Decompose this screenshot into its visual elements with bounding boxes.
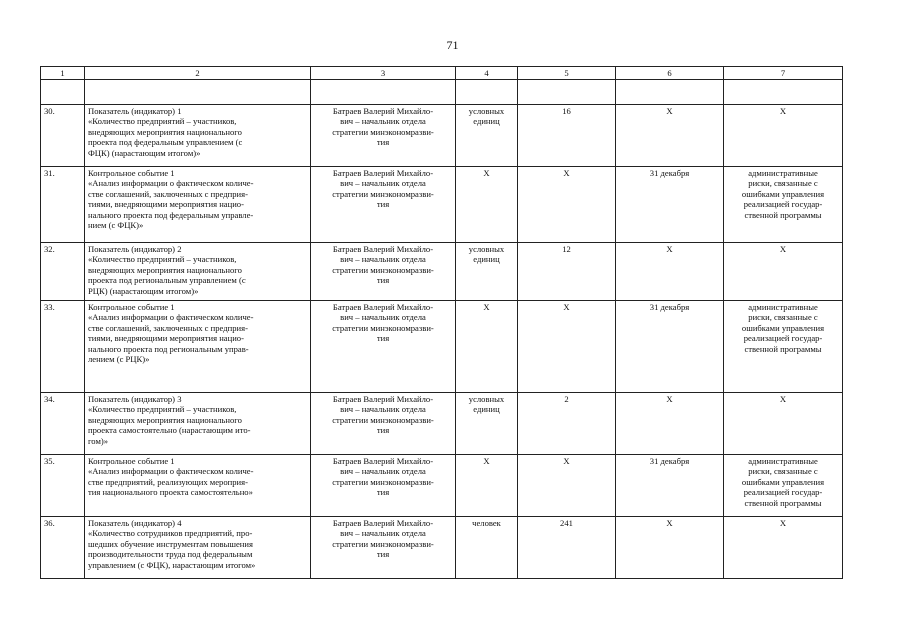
cell-line: проекта самостоятельно (нарастающим ито- — [88, 425, 251, 436]
cell-line: вич – начальник отдела — [340, 254, 426, 265]
cell-line: единиц — [473, 404, 500, 415]
cell-line: внедряющих мероприятия национального — [88, 264, 242, 275]
value-cell: Х — [518, 301, 616, 393]
cell-line: Показатель (индикатор) 4 — [88, 518, 182, 528]
cell-line: стве предприятий, реализующих мероприя- — [88, 476, 248, 487]
cell-line: вич – начальник отдела — [340, 404, 426, 415]
cell-line: человек — [472, 518, 501, 528]
cell-line: Х — [779, 106, 787, 116]
cell-line: риски, связанные с — [748, 178, 818, 189]
cell-line: Показатель (индикатор) 2 — [88, 244, 182, 254]
cell-line: административные — [748, 168, 818, 178]
cell-line: административные — [748, 302, 818, 312]
table-row — [41, 517, 843, 579]
column-header: 5 — [518, 67, 616, 80]
cell-line: стратегии минэкономразви- — [332, 476, 434, 487]
unit-cell — [456, 393, 518, 455]
table-row — [41, 455, 843, 517]
cell-line: тия — [376, 549, 390, 560]
value-cell: 16 — [518, 105, 616, 167]
column-header: 4 — [456, 67, 518, 80]
cell-line: Контрольное событие 1 — [88, 302, 175, 312]
cell-line: тия национального проекта самостоятельно» — [88, 487, 253, 498]
value-cell: 241 — [518, 517, 616, 579]
date-cell: Х — [616, 243, 724, 301]
cell-line: тия — [376, 275, 390, 286]
cell-line: реализацией государ- — [743, 487, 823, 498]
value-cell: 12 — [518, 243, 616, 301]
cell-line: управлением (с ФЦК), нарастающим итогом» — [88, 559, 256, 570]
cell-line: реализацией государ- — [743, 199, 823, 210]
cell-line: Батраев Валерий Михайло- — [332, 456, 434, 466]
cell-line: проекта под федеральным управлением (с — [88, 137, 243, 148]
cell-line: условных — [468, 394, 505, 404]
cell-line: стратегии минэкономразви- — [332, 414, 434, 425]
cell-line: административные — [748, 456, 818, 466]
cell-line: «Количество предприятий – участников, — [88, 404, 237, 415]
row-number-cell: 36. — [41, 517, 85, 579]
cell-line: вич – начальник отдела — [340, 528, 426, 539]
cell-line: внедряющих мероприятия национального — [88, 126, 242, 137]
column-header: 7 — [724, 67, 843, 80]
cell-line: вич – начальник отдела — [340, 312, 426, 323]
risk-cell — [724, 455, 843, 517]
responsible-cell — [311, 105, 456, 167]
cell-line: ошибками управления — [741, 188, 825, 199]
description-cell — [85, 301, 311, 393]
description-cell — [85, 105, 311, 167]
table-row — [41, 105, 843, 167]
date-cell: Х — [616, 517, 724, 579]
cell-line: шедших обучение инструментам повышения — [88, 538, 253, 549]
date-cell: 31 декабря — [616, 301, 724, 393]
value-cell: Х — [518, 167, 616, 243]
cell-line: риски, связанные с — [748, 466, 818, 477]
table-row — [41, 393, 843, 455]
date-cell: 31 декабря — [616, 455, 724, 517]
cell-line: ственной программы — [744, 209, 822, 220]
cell-line: Х — [483, 302, 490, 312]
cell-line: Батраев Валерий Михайло- — [332, 168, 434, 178]
row-number-cell: 31. — [41, 167, 85, 243]
risk-cell — [724, 167, 843, 243]
cell-line: «Анализ информации о фактическом количе- — [88, 312, 254, 323]
responsible-cell — [311, 393, 456, 455]
table-row — [41, 167, 843, 243]
cell-line: вич – начальник отдела — [340, 178, 426, 189]
unit-cell — [456, 105, 518, 167]
cell-line: ФЦК) (нарастающим итогом)» — [88, 147, 201, 158]
cell-line: Х — [779, 244, 787, 254]
column-header: 6 — [616, 67, 724, 80]
value-cell: Х — [518, 455, 616, 517]
date-cell: 31 декабря — [616, 167, 724, 243]
description-cell — [85, 455, 311, 517]
cell-line: Х — [483, 456, 490, 466]
cell-line: стве соглашений, заключенных с предприя- — [88, 188, 248, 199]
responsible-cell — [311, 517, 456, 579]
cell-line: нального проекта под региональным управ- — [88, 343, 249, 354]
cell-line: Контрольное событие 1 — [88, 456, 175, 466]
cell-line: ственной программы — [744, 497, 822, 508]
risk-cell — [724, 517, 843, 579]
cell-line: реализацией государ- — [743, 333, 823, 344]
cell-line: вич – начальник отдела — [340, 116, 426, 127]
responsible-cell — [311, 455, 456, 517]
column-number-row — [41, 67, 843, 80]
unit-cell — [456, 455, 518, 517]
cell-line: ственной программы — [744, 343, 822, 354]
table-row — [41, 243, 843, 301]
description-cell — [85, 393, 311, 455]
cell-line: Х — [779, 394, 787, 404]
cell-line: Контрольное событие 1 — [88, 168, 175, 178]
unit-cell — [456, 517, 518, 579]
cell-line: единиц — [473, 116, 500, 127]
cell-line: внедряющих мероприятия национального — [88, 414, 242, 425]
unit-cell — [456, 167, 518, 243]
cell-line: проекта под региональным управлением (с — [88, 275, 246, 286]
row-number-cell: 33. — [41, 301, 85, 393]
cell-line: стратегии минэкономразви- — [332, 322, 434, 333]
cell-line: стратегии минэкономразви- — [332, 264, 434, 275]
cell-line: «Количество сотрудников предприятий, про- — [88, 528, 253, 539]
cell-line: «Количество предприятий – участников, — [88, 254, 237, 265]
risk-cell — [724, 243, 843, 301]
cell-line: РЦК) (нарастающим итогом)» — [88, 285, 199, 296]
cell-line: Батраев Валерий Михайло- — [332, 302, 434, 312]
cell-line: Батраев Валерий Михайло- — [332, 394, 434, 404]
cell-line: Показатель (индикатор) 1 — [88, 106, 182, 116]
column-header: 2 — [85, 67, 311, 80]
cell-line: тия — [376, 137, 390, 148]
plan-table — [40, 66, 843, 579]
cell-line: Батраев Валерий Михайло- — [332, 106, 434, 116]
cell-line: тия — [376, 199, 390, 210]
cell-line: тиями, внедряющими мероприятия нацио- — [88, 199, 244, 210]
unit-cell — [456, 301, 518, 393]
description-cell — [85, 167, 311, 243]
cell-line: тия — [376, 487, 390, 498]
cell-line: тиями, внедряющими мероприятия нацио- — [88, 333, 244, 344]
cell-line: ошибками управления — [741, 322, 825, 333]
cell-line: лением (с РЦК)» — [88, 354, 150, 365]
description-cell — [85, 517, 311, 579]
cell-line: «Количество предприятий – участников, — [88, 116, 237, 127]
cell-line: стратегии минэкономразви- — [332, 188, 434, 199]
column-header: 3 — [311, 67, 456, 80]
page-number: 71 — [446, 38, 459, 52]
cell-line: нального проекта под федеральным управле- — [88, 209, 254, 220]
row-number-cell: 32. — [41, 243, 85, 301]
row-number-cell: 30. — [41, 105, 85, 167]
cell-line: Х — [483, 168, 490, 178]
cell-line: Х — [779, 518, 787, 528]
description-cell — [85, 243, 311, 301]
table-row — [41, 301, 843, 393]
risk-cell — [724, 301, 843, 393]
cell-line: тия — [376, 425, 390, 436]
empty-row — [41, 80, 843, 105]
risk-cell — [724, 393, 843, 455]
column-header: 1 — [41, 67, 85, 80]
risk-cell — [724, 105, 843, 167]
cell-line: «Анализ информации о фактическом количе- — [88, 466, 254, 477]
date-cell: Х — [616, 393, 724, 455]
row-number-cell: 34. — [41, 393, 85, 455]
cell-line: условных — [468, 106, 505, 116]
cell-line: тия — [376, 333, 390, 344]
date-cell: Х — [616, 105, 724, 167]
cell-line: нием (с ФЦК)» — [88, 220, 144, 231]
unit-cell — [456, 243, 518, 301]
cell-line: Показатель (индикатор) 3 — [88, 394, 182, 404]
responsible-cell — [311, 243, 456, 301]
cell-line: ошибками управления — [741, 476, 825, 487]
value-cell: 2 — [518, 393, 616, 455]
responsible-cell — [311, 167, 456, 243]
cell-line: Батраев Валерий Михайло- — [332, 518, 434, 528]
cell-line: стратегии минэкономразви- — [332, 538, 434, 549]
cell-line: вич – начальник отдела — [340, 466, 426, 477]
cell-line: стве соглашений, заключенных с предприя- — [88, 322, 248, 333]
cell-line: единиц — [473, 254, 500, 265]
cell-line: Батраев Валерий Михайло- — [332, 244, 434, 254]
responsible-cell — [311, 301, 456, 393]
row-number-cell: 35. — [41, 455, 85, 517]
cell-line: гом)» — [88, 435, 109, 446]
cell-line: производительности труда под федеральным — [88, 549, 253, 560]
cell-line: стратегии минэкономразви- — [332, 126, 434, 137]
cell-line: условных — [468, 244, 505, 254]
cell-line: «Анализ информации о фактическом количе- — [88, 178, 254, 189]
cell-line: риски, связанные с — [748, 312, 818, 323]
